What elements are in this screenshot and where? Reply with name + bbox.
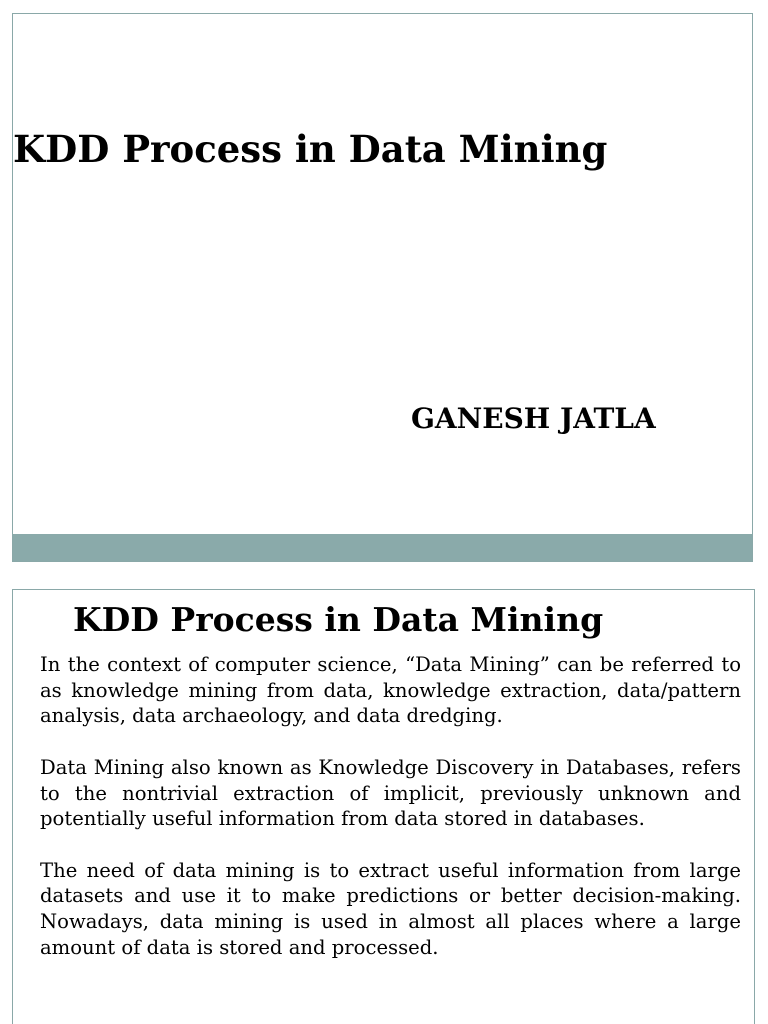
title-slide xyxy=(12,13,753,562)
author-name: GANESH JATLA xyxy=(411,402,656,435)
paragraph-need: The need of data mining is to extract useful information from large datasets and use it to make predictions or better decision-making. Nowadays, data mining is used in almost all places where a large amount of data is stored and processed. xyxy=(40,858,741,959)
slide-body xyxy=(40,652,741,986)
accent-band xyxy=(13,534,752,561)
slide-heading: KDD Process in Data Mining xyxy=(73,600,604,639)
slide-title: KDD Process in Data Mining xyxy=(13,127,608,171)
paragraph-definition: In the context of computer science, “Data Mining” can be referred to as knowledge mining from data, knowledge extraction, data/pattern analysis, data archaeology, and data dredging. xyxy=(40,653,741,728)
content-slide xyxy=(12,589,755,1024)
paragraph-kdd: Data Mining also known as Knowledge Discovery in Databases, refers to the nontrivial extraction of implicit, previously unknown and potentially useful information from data stored in databases. xyxy=(40,755,741,831)
